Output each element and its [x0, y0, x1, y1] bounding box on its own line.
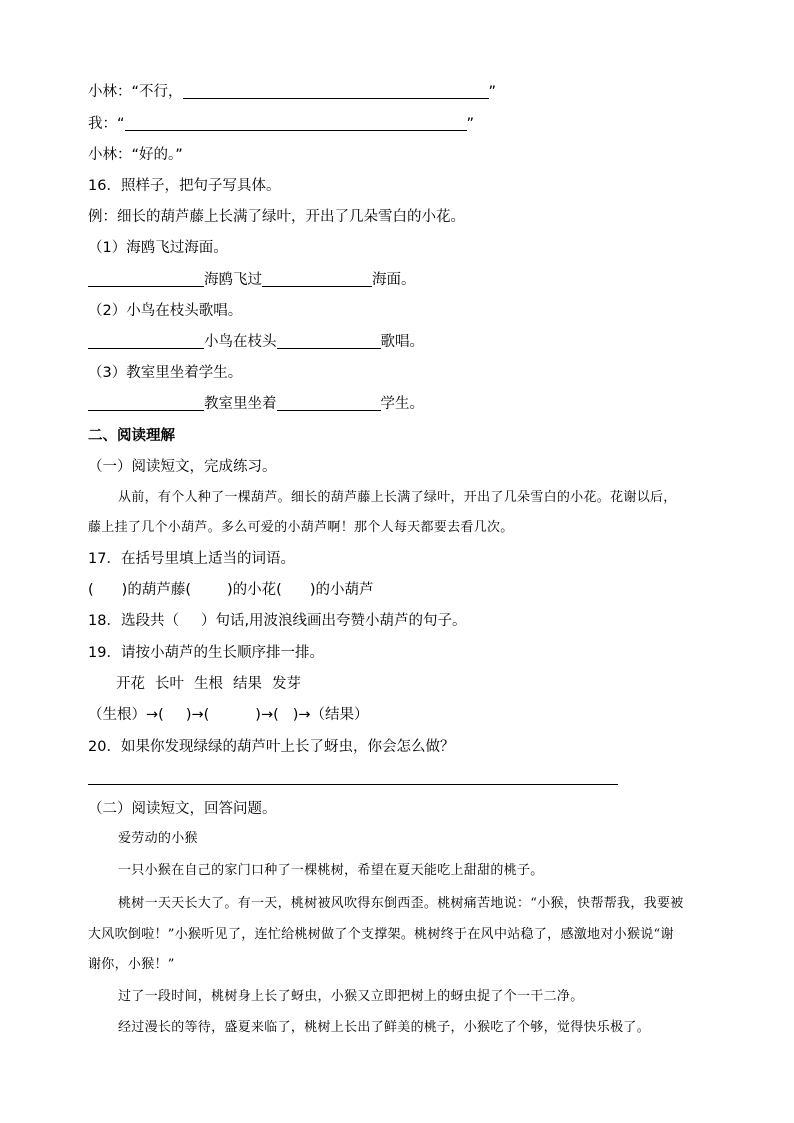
q18-text-a: 18．选段共（ — [88, 613, 179, 629]
q16-item-2-answer — [88, 332, 424, 352]
question-19-title: 19．请按小葫芦的生长顺序排一排。 — [88, 645, 324, 661]
question-18 — [88, 611, 467, 631]
question-16-title: 16．照样子，把句子写具体。 — [88, 178, 281, 194]
question-17-blanks — [88, 580, 374, 600]
passage-2-line-3: 大风吹倒啦！”小猴听见了，连忙给桃树做了个支撑架。桃树终于在风中站稳了，感激地对小猴说“谢 — [88, 927, 674, 942]
answer-blank[interactable] — [125, 115, 467, 131]
dialogue-line-2 — [88, 114, 474, 134]
passage-2-line-6: 经过漫长的等待，盛夏来临了，桃树上长出了鲜美的桃子，小猴吃了个够，觉得快乐极了。 — [118, 1020, 651, 1035]
question-19-sequence — [88, 705, 369, 725]
word-option: 发芽 — [272, 676, 301, 692]
q16-item-2-end: 歌唱。 — [380, 334, 424, 350]
q19-seq-start: （生根）→( — [88, 707, 164, 723]
dialogue-line-2-text: 我：“ — [88, 116, 125, 132]
q16-item-3-answer — [88, 394, 424, 414]
answer-line[interactable] — [88, 784, 618, 785]
passage-2-line-4: 谢你，小猴！” — [88, 957, 175, 972]
q17-paren: ( — [88, 582, 94, 598]
q16-item-3-sentence: （3）教室里坐着学生。 — [88, 365, 243, 381]
q16-item-1-sentence: （1）海鸥飞过海面。 — [88, 240, 228, 256]
q16-item-3-end: 学生。 — [380, 396, 424, 412]
q17-text-2: )的小花( — [227, 582, 282, 598]
question-20-title: 20．如果你发现绿绿的葫芦叶上长了蚜虫，你会怎么做？ — [88, 739, 455, 755]
q18-text-b: ）句话,用波浪线画出夸赞小葫芦的句子。 — [200, 613, 467, 629]
passage-2-heading: （二）阅读短文，回答问题。 — [88, 801, 277, 817]
passage-1-heading: （一）阅读短文，完成练习。 — [88, 459, 277, 475]
word-option: 长叶 — [155, 676, 184, 692]
dialogue-line-3: 小林：“好的。” — [88, 147, 183, 163]
word-option: 生根 — [194, 676, 223, 692]
answer-blank[interactable] — [88, 333, 204, 349]
q19-seq-end: )→（结果） — [292, 707, 369, 723]
dialogue-line-1-text: 小林：“不行， — [88, 84, 183, 100]
section-2-title: 二、阅读理解 — [88, 428, 175, 444]
answer-blank[interactable] — [277, 395, 381, 411]
q19-seq-arrow: )→( — [255, 707, 279, 723]
q19-seq-arrow: )→( — [185, 707, 210, 723]
dialogue-line-1-end: ” — [488, 84, 497, 100]
passage-2-title: 爱劳动的小猴 — [118, 831, 198, 846]
dialogue-line-2-end: ” — [466, 116, 475, 132]
passage-2-line-5: 过了一段时间，桃树身上长了蚜虫，小猴又立即把树上的蚜虫捉了个一干二净。 — [118, 989, 584, 1004]
q16-item-2-mid: 小鸟在枝头 — [204, 334, 277, 350]
passage-1-line-1: 从前，有个人种了一棵葫芦。细长的葫芦藤上长满了绿叶，开出了几朵雪白的小花。花谢以后， — [118, 490, 677, 505]
q16-item-1-end: 海面。 — [372, 272, 416, 288]
passage-2-line-2: 桃树一天天长大了。有一天，桃树被风吹得东倒西歪。桃树痛苦地说：“小猴，快帮帮我，我要被 — [118, 896, 684, 911]
word-option: 开花 — [116, 676, 145, 692]
q17-text-3: )的小葫芦 — [309, 582, 374, 598]
q16-item-1-mid: 海鸥飞过 — [204, 272, 262, 288]
q16-item-1-answer — [88, 270, 416, 290]
passage-2-line-1: 一只小猴在自己的家门口种了一棵桃树，希望在夏天能吃上甜甜的桃子。 — [118, 863, 544, 878]
answer-blank[interactable] — [88, 271, 204, 287]
answer-blank[interactable] — [183, 83, 489, 99]
answer-blank[interactable] — [277, 333, 381, 349]
question-19-words — [116, 674, 301, 694]
q16-item-2-sentence: （2）小鸟在枝头歌唱。 — [88, 303, 243, 319]
q16-item-3-mid: 教室里坐着 — [204, 396, 277, 412]
question-16-example: 例：细长的葫芦藤上长满了绿叶，开出了几朵雪白的小花。 — [88, 209, 465, 225]
question-17-title: 17．在括号里填上适当的词语。 — [88, 551, 295, 567]
q17-text-1: )的葫芦藤( — [121, 582, 191, 598]
answer-blank[interactable] — [88, 395, 204, 411]
dialogue-line-1 — [88, 82, 496, 102]
word-option: 结果 — [233, 676, 262, 692]
answer-blank[interactable] — [262, 271, 372, 287]
passage-1-line-2: 藤上挂了几个小葫芦。多么可爱的小葫芦啊！那个人每天都要去看几次。 — [88, 520, 514, 535]
